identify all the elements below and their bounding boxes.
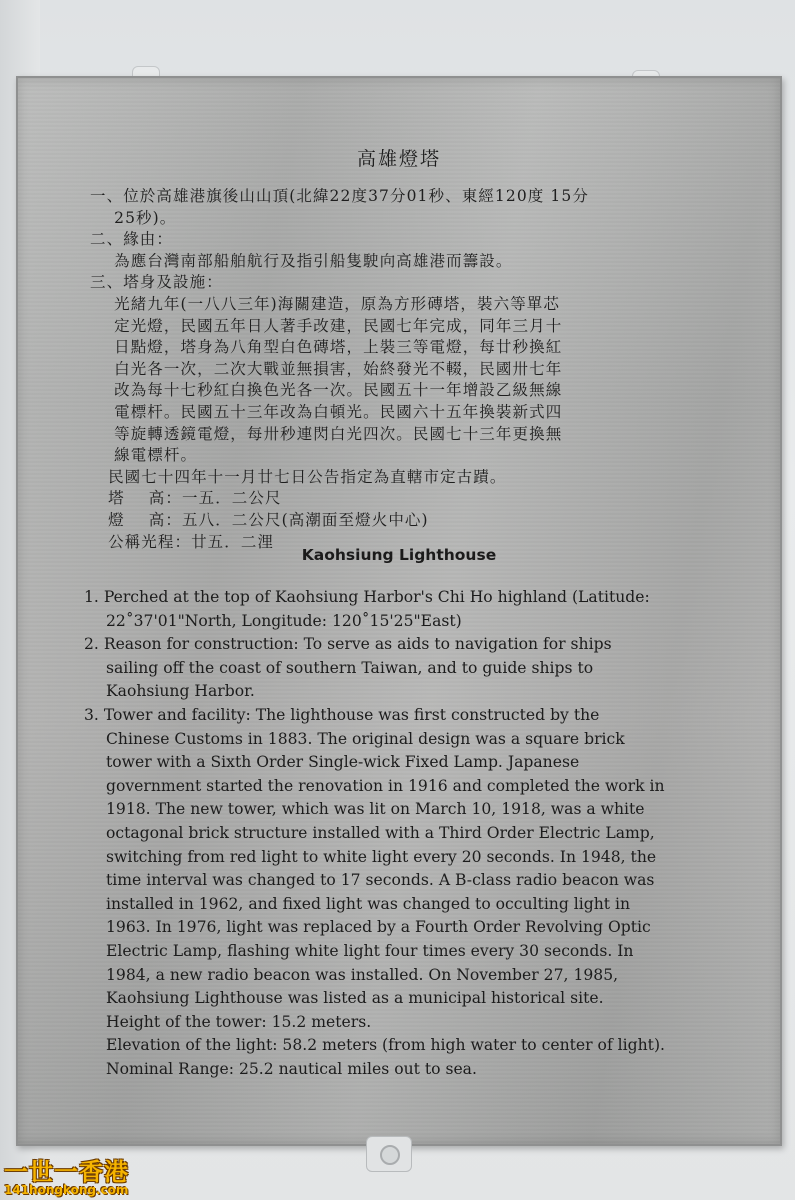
- chinese-text-line: 為應台灣南部船舶航行及指引船隻駛向高雄港而籌設。: [90, 251, 513, 270]
- chinese-text-line: 電標杆。民國五十三年改為白頓光。民國六十五年換裝新式四: [90, 402, 563, 421]
- chinese-text-line: 三、塔身及設施：: [90, 273, 223, 292]
- plaque-title-chinese: 高雄燈塔: [356, 148, 441, 170]
- english-text-line: time interval was changed to 17 seconds. A B-class radio beacon was: [106, 871, 655, 890]
- english-text-line: Electric Lamp, flashing white light four times every 30 seconds. In: [106, 941, 634, 960]
- english-text-line: switching from red light to white light every 20 seconds. In 1948, the: [106, 847, 657, 866]
- chinese-text-line: 定光燈，民國五年日人著手改建，民國七年完成，同年三月十: [90, 316, 563, 335]
- english-text-line: Chinese Customs in 1883. The original design was a square brick: [106, 729, 625, 748]
- english-text-line: government started the renovation in 1916 and completed the work in: [106, 776, 665, 795]
- chinese-text-line: 日點燈，塔身為八角型白色磚塔，上裝三等電燈，每廿秒換紅: [90, 338, 563, 357]
- chinese-text-line: 一、位於高雄港旗後山山頂(北緯22度37分01秒、東經120度 15分: [90, 187, 589, 205]
- lighthouse-plaque: [16, 76, 782, 1146]
- english-text-line: 1963. In 1976, light was replaced by a Fourth Order Revolving Optic: [106, 918, 651, 937]
- english-text-line: tower with a Sixth Order Single-wick Fixed Lamp. Japanese: [106, 753, 580, 772]
- plaque-title-english: Kaohsiung Lighthouse: [301, 546, 497, 564]
- english-text-line: sailing off the coast of southern Taiwan, and to guide ships to: [106, 658, 594, 677]
- plaque-text-chinese: [90, 186, 730, 553]
- chinese-text-line: 改為每十七秒紅白換色光各一次。民國五十一年增設乙級無線: [90, 381, 563, 400]
- english-text-line: 3. Tower and facility: The lighthouse was first constructed by the: [84, 705, 600, 724]
- chinese-text-line: 民國七十四年十一月廿七日公告指定為直轄市定古蹟。: [90, 467, 507, 486]
- plaque-text-english: [84, 586, 724, 1081]
- english-text-line: Kaohsiung Harbor.: [106, 682, 255, 701]
- chinese-text-line: 塔 高：一五．二公尺: [90, 489, 282, 508]
- english-text-line: 2. Reason for construction: To serve as aids to navigation for ships: [84, 635, 612, 654]
- chinese-text-line: 白光各一次，二次大戰並無損害，始終發光不輟，民國卅七年: [90, 359, 563, 378]
- chinese-text-line: 等旋轉透鏡電燈，每卅秒連閃白光四次。民國七十三年更換無: [90, 424, 563, 443]
- watermark-name: 一世一香港: [4, 1158, 129, 1186]
- chinese-text-line: 二、緣由：: [90, 230, 174, 249]
- english-text-line: Nominal Range: 25.2 nautical miles out to sea.: [106, 1059, 477, 1078]
- english-text-line: installed in 1962, and fixed light was changed to occulting light in: [106, 894, 631, 913]
- watermark-url: 141hongkong.com: [4, 1183, 129, 1197]
- english-text-line: 22˚37'01"North, Longitude: 120˚15'25"East): [106, 611, 462, 630]
- english-text-line: 1918. The new tower, which was lit on March 10, 1918, was a white: [106, 800, 645, 819]
- mounting-bolt: [366, 1136, 412, 1172]
- english-text-line: 1. Perched at the top of Kaohsiung Harbor's Chi Ho highland (Latitude:: [84, 588, 650, 606]
- english-text-line: octagonal brick structure installed with a Third Order Electric Lamp,: [106, 823, 655, 842]
- chinese-text-line: 線電標杆。: [90, 446, 198, 465]
- english-text-line: Kaohsiung Lighthouse was listed as a municipal historical site.: [106, 989, 604, 1008]
- watermark-logo: [4, 1152, 134, 1196]
- english-text-line: 1984, a new radio beacon was installed. On November 27, 1985,: [106, 965, 619, 984]
- chinese-text-line: 公稱光程：廿五．二浬: [90, 532, 275, 551]
- english-text-line: Height of the tower: 15.2 meters.: [106, 1012, 372, 1031]
- chinese-text-line: 25秒)。: [90, 208, 177, 227]
- chinese-text-line: 光緒九年(一八八三年)海關建造，原為方形磚塔，裝六等單芯: [90, 294, 561, 313]
- english-text-line: Elevation of the light: 58.2 meters (from high water to center of light).: [106, 1036, 665, 1055]
- chinese-text-line: 燈 高：五八．二公尺(高潮面至燈火中心): [90, 510, 429, 529]
